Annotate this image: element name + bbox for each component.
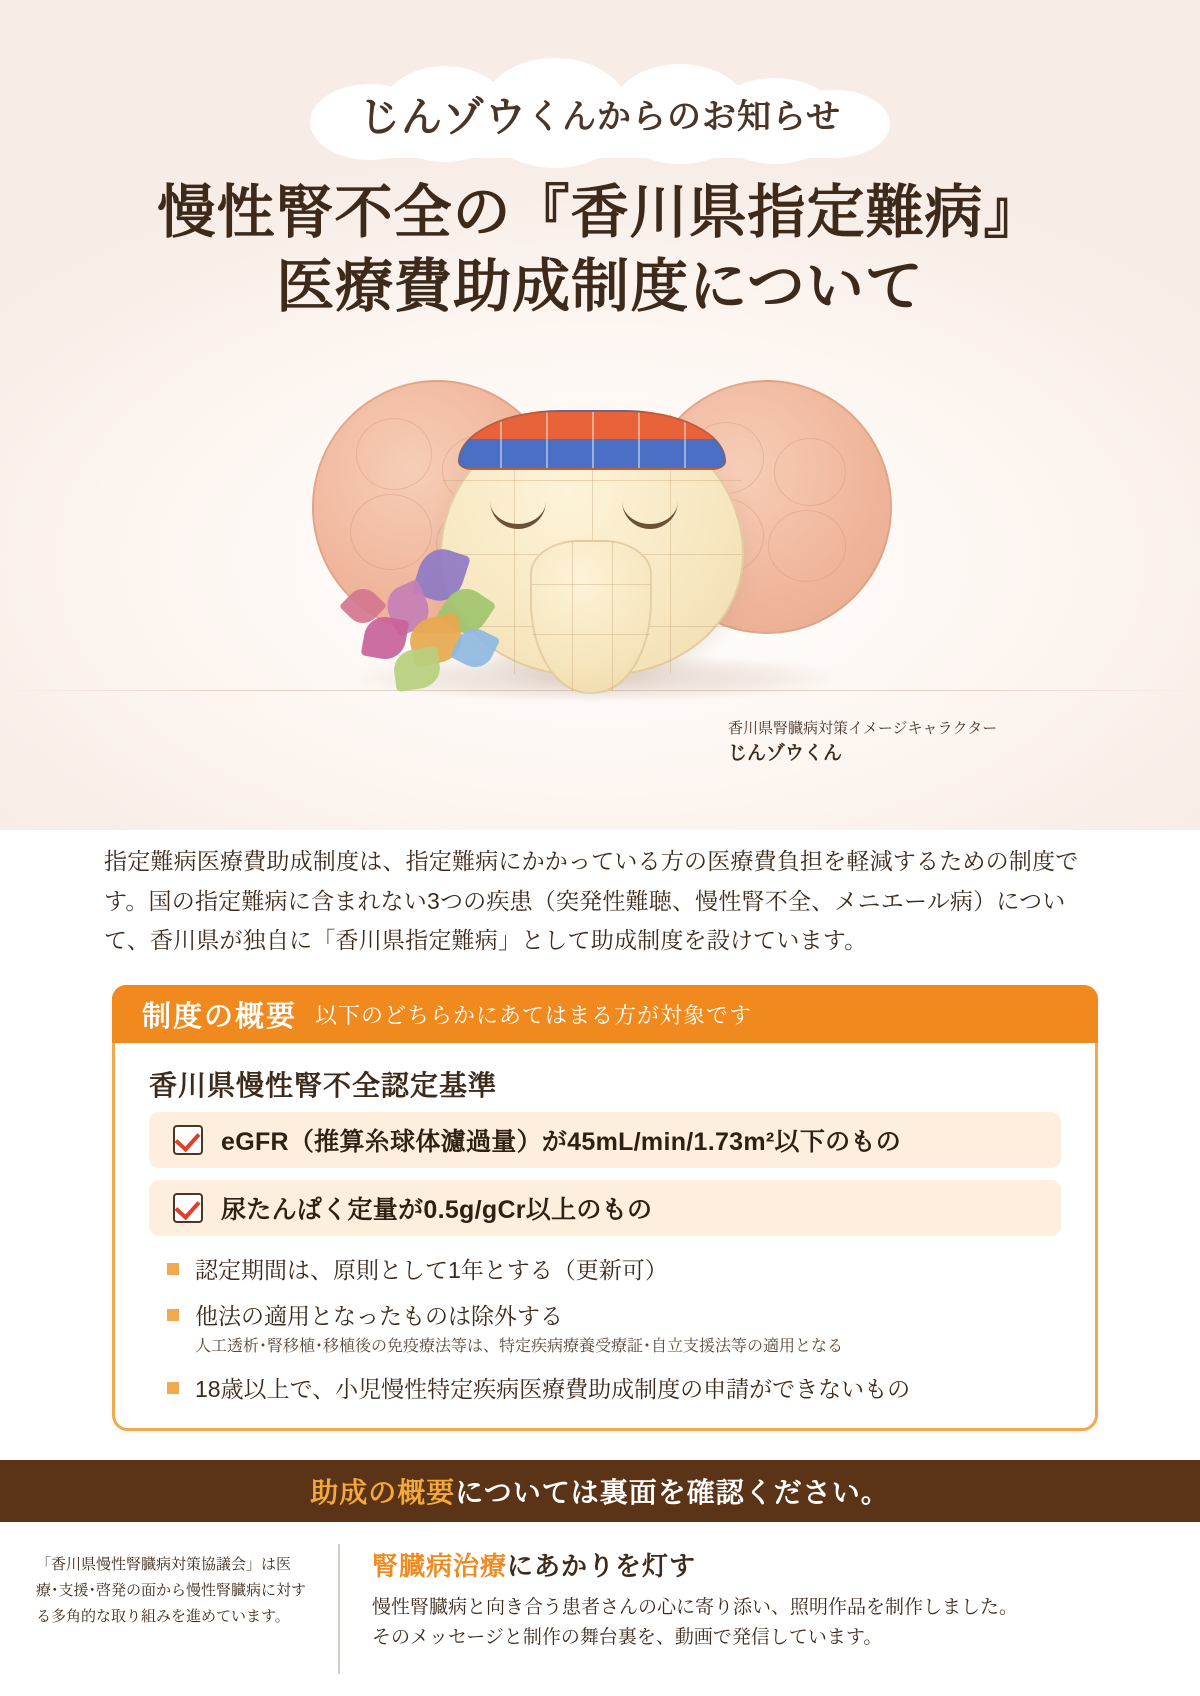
footer-main xyxy=(372,1546,1052,1654)
note-main: 認定期間は、原則として1年とする（更新可） xyxy=(195,1257,668,1283)
note-main: 他法の適用となったものは除外する xyxy=(195,1303,563,1330)
criteria-text: eGFR（推算糸球体濾過量）が45mL/min/1.73m²以下のもの xyxy=(221,1128,902,1156)
character-caption-line2: じんゾウくん xyxy=(728,742,843,764)
criteria-text: 尿たんぱく定量が0.5g/gCr以上のもの xyxy=(221,1196,653,1224)
bullet-square-icon xyxy=(167,1309,179,1321)
bullet-square-icon xyxy=(167,1382,179,1394)
bullet-square-icon xyxy=(167,1263,179,1275)
list-item xyxy=(167,1373,1067,1405)
overview-card-title: 制度の概要 xyxy=(142,1000,298,1033)
page-title-line1: 慢性腎不全の『香川県指定難病』 xyxy=(157,180,1043,245)
note-sub: 人工透析･腎移植･移植後の免疫療法等は、特定疾病療養受療証･自立支援法等の適用となる xyxy=(195,1338,844,1356)
criteria-row xyxy=(149,1112,1061,1168)
overview-card-note: 以下のどちらかにあてはまる方が対象です xyxy=(315,1002,753,1028)
overview-card-header xyxy=(112,985,1098,1043)
footer-body-line2: そのメッセージと制作の舞台裏を、動画で発信しています。 xyxy=(372,1627,883,1649)
footer-title-highlight: 腎臓病治療 xyxy=(372,1551,508,1581)
footer-left-text: 「香川県慢性腎臓病対策協議会」は医療･支援･啓発の面から慢性腎臓病に対する多角的な取り組みを進めています。 xyxy=(36,1556,307,1625)
footer-body-line1: 慢性腎臓病と向き合う患者さんの心に寄り添い、照明作品を制作しました。 xyxy=(372,1597,1019,1618)
character-caption xyxy=(728,718,1028,767)
footer xyxy=(0,1522,1200,1696)
back-side-notice xyxy=(0,1460,1200,1522)
criteria-subtitle: 香川県慢性腎不全認定基準 xyxy=(149,1070,498,1101)
footer-title xyxy=(372,1546,1052,1583)
banner-title xyxy=(310,58,890,168)
footer-divider xyxy=(338,1544,340,1674)
notes-list xyxy=(167,1254,1067,1420)
banner-title-suffix: くんからのお知らせ xyxy=(527,97,841,136)
criteria-row xyxy=(149,1180,1061,1236)
cloud-banner xyxy=(310,58,890,168)
checkbox-checked-icon xyxy=(173,1193,203,1223)
intro-paragraph: 指定難病医療費助成制度は、指定難病にかかっている方の医療費負担を軽減するための制度です。国の指定難病に含まれない3つの疾患（突発性難聴、慢性腎不全、メニエール病）について、香川県が独自に「香川県指定難病」として助成制度を設けています。 xyxy=(104,848,1079,954)
banner-title-prefix: じんゾウ xyxy=(359,93,527,140)
character-caption-line1: 香川県腎臓病対策イメージキャラクター xyxy=(728,720,998,737)
overview-card xyxy=(112,985,1098,1431)
checkbox-checked-icon xyxy=(173,1125,203,1155)
note-main: 18歳以上で、小児慢性特定疾病医療費助成制度の申請ができないもの xyxy=(195,1376,911,1403)
flower-bouquet-icon xyxy=(340,555,540,695)
notice-highlight: 助成の概要 xyxy=(310,1477,456,1508)
list-item xyxy=(167,1254,1067,1286)
footer-title-rest: にあかりを灯す xyxy=(507,1551,697,1581)
mascot-illustration xyxy=(330,370,870,720)
notice-rest: については裏面を確認ください。 xyxy=(455,1477,890,1508)
list-item xyxy=(167,1300,1067,1359)
page-title-line2: 医療費助成制度について xyxy=(276,254,924,320)
page-title xyxy=(0,176,1200,324)
